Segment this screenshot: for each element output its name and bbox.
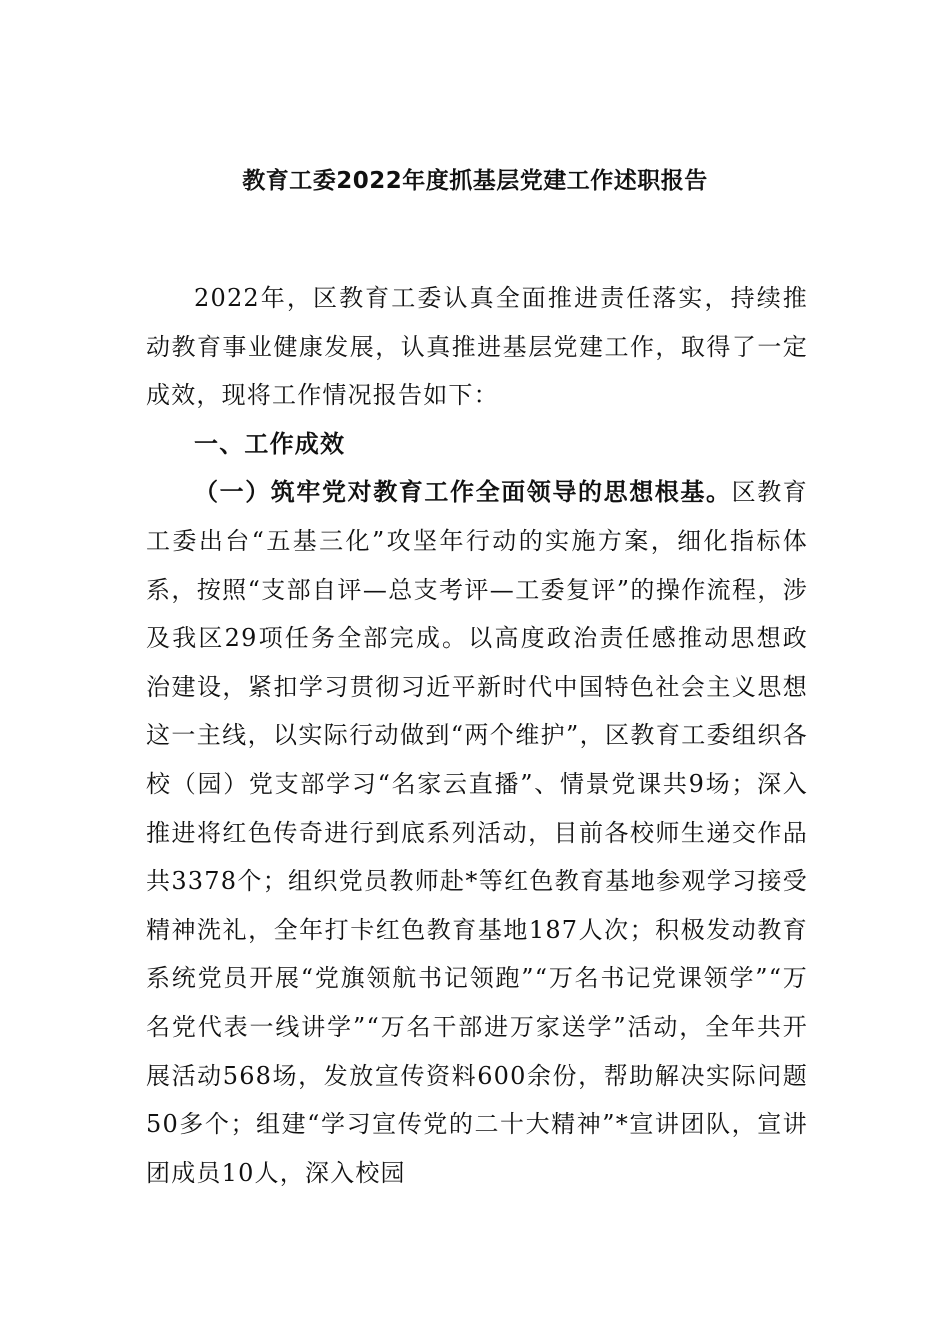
subsection-paragraph <box>146 468 808 1197</box>
section-heading: 一、工作成效 <box>194 429 346 458</box>
subsection-text: 区教育工委出台“五基三化”攻坚年行动的实施方案，细化指标体系，按照“支部自评—总支考评—工委复评”的操作流程，涉及我区29项任务全部完成。以高度政治责任感推动思想政治建设，紧扣学习贯彻习近平新时代中国特色社会主义思想这一主线，以实际行动做到“两个维护”，区教育工委组织各校（园）党支部学习“名家云直播”、情景党课共9场；深入推进将红色传奇进行到底系列活动，目前各校师生递交作品共3378个；组织党员教师赴*等红色教育基地参观学习接受精神洗礼，全年打卡红色教育基地187人次；积极发动教育系统党员开展“党旗领航书记领跑”“万名书记党课领学”“万名党代表一线讲学”“万名干部进万家送学”活动，全年共开展活动568场，发放宣传资料600余份，帮助解决实际问题50多个；组建“学习宣传党的二十大精神”*宣讲团队，宣讲团成员10人，深入校园 <box>146 478 808 1187</box>
document-title: 教育工委2022年度抓基层党建工作述职报告 <box>242 168 708 194</box>
document-body <box>146 274 808 1197</box>
subsection-heading: （一）筑牢党对教育工作全面领导的思想根基。 <box>194 478 732 507</box>
intro-paragraph: 2022年，区教育工委认真全面推进责任落实，持续推动教育事业健康发展，认真推进基层党建工作，取得了一定成效，现将工作情况报告如下： <box>146 284 808 410</box>
